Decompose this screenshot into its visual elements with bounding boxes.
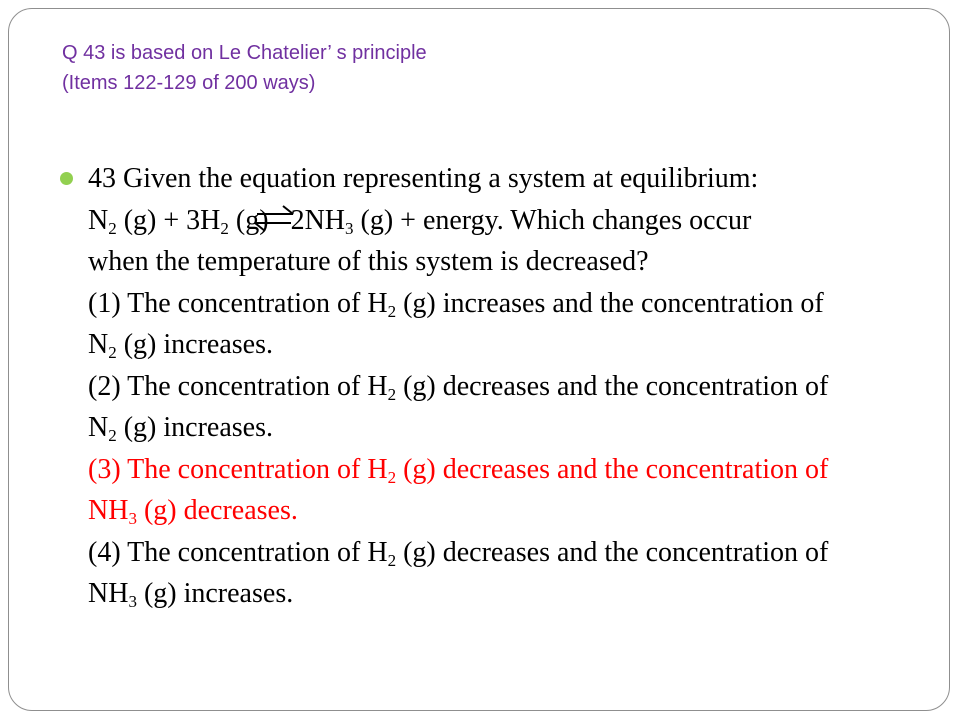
option-2-sub-b: 2 [108,426,117,445]
option-3-line-1 [88,449,828,491]
option-4-sub-b: 3 [128,592,137,611]
option-4-line-1 [88,532,828,574]
option-3-text-c: NH [88,495,129,526]
option-2-text-d: (g) increases. [116,412,273,443]
title-line-2: (Items 122-129 of 200 ways) [62,72,316,94]
eq-n-state: (g) + 3H [116,204,221,236]
option-1-sub-a: 2 [387,301,397,321]
option-2-text-c: N [88,412,109,443]
title-line-1: Q 43 is based on Le Chatelier’ s principle [62,42,427,64]
option-3-text-a: (3) The concentration of H [88,453,388,485]
option-3-text-d: (g) decreases. [136,495,298,526]
option-1-text-c: N [88,329,109,360]
option-4-sub-a: 2 [387,550,397,570]
option-2-line-1 [88,366,828,408]
equation-line [88,200,751,242]
option-1-text-d: (g) increases. [116,329,273,360]
eq-h-state: (g) [228,204,269,236]
option-3-sub-b: 3 [128,509,137,528]
slide-title [62,38,882,98]
option-2-text-b: (g) decreases and the concentration of [396,370,829,402]
option-4-text-a: (4) The concentration of H [88,536,388,568]
option-2-line-2 [88,407,273,449]
option-3-sub-a: 2 [387,467,397,487]
eq-n: N [88,204,109,236]
option-4-text-b: (g) decreases and the concentration of [396,536,829,568]
option-1-sub-b: 2 [108,343,117,362]
eq-nh-sub: 3 [345,218,354,238]
option-1-text-a: (1) The concentration of H [88,287,388,319]
eq-nh: 2NH [290,204,346,236]
option-2-text-a: (2) The concentration of H [88,370,388,402]
eq-tail: (g) + energy. Which changes occur [353,204,752,236]
eq-h-sub: 2 [220,218,229,238]
option-1-line-1 [88,283,824,325]
option-4-text-d: (g) increases. [136,578,294,609]
option-3-text-b: (g) decreases and the concentration of [396,453,829,485]
option-3-line-2 [88,490,298,532]
eq-n-sub: 2 [108,218,117,238]
bullet-icon [60,172,73,185]
question-line-3: when the temperature of this system is decreased? [88,246,649,277]
option-1-text-b: (g) increases and the concentration of [396,287,824,319]
option-4-line-2 [88,573,293,615]
question-intro: 43 Given the equation representing a system at equilibrium: [88,163,759,194]
option-1-line-2 [88,324,273,366]
option-4-text-c: NH [88,578,129,609]
option-2-sub-a: 2 [387,384,397,404]
